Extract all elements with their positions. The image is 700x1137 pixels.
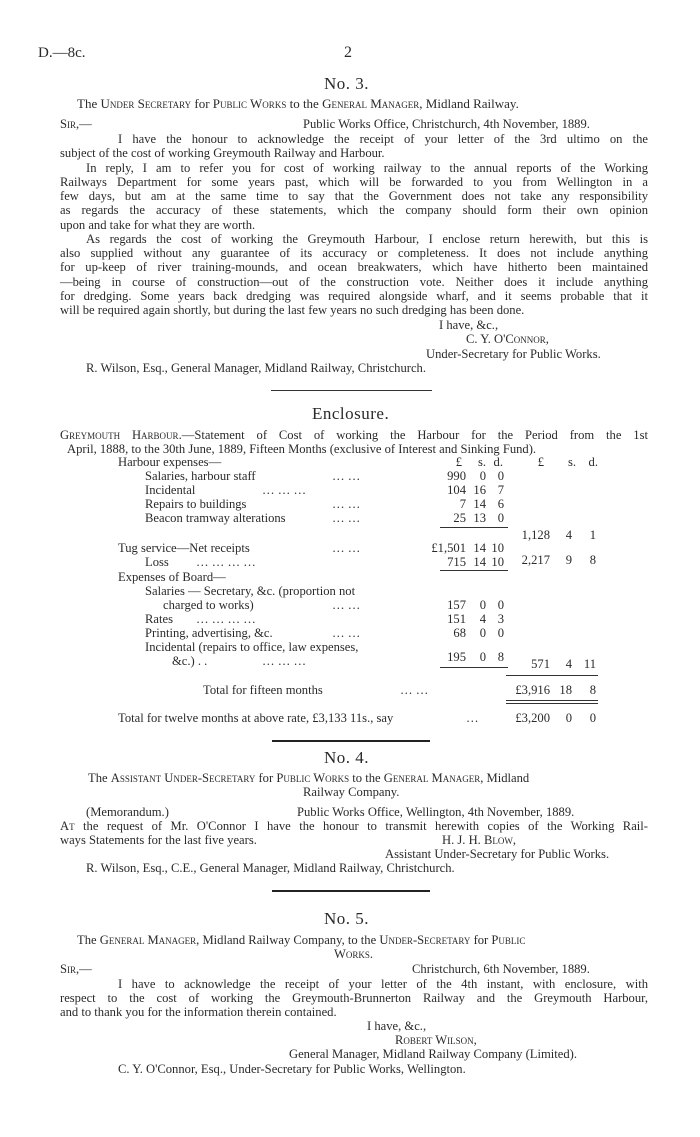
- subtotal-pence: 1: [589, 528, 596, 542]
- amount-pounds: 68: [453, 626, 466, 640]
- letter-3-paragraph-line: for dredging. Some years back dredging was required alongside wharf, and it seems probable that it: [60, 289, 648, 303]
- row-leader-dots: … …: [332, 511, 361, 525]
- subtotal-shillings: 4: [565, 657, 572, 671]
- row-label: &c.) . .: [172, 654, 208, 668]
- letter-3-paragraph-line: Railways Department for some years past, which will be forwarded to you from Wellington in a: [60, 175, 648, 189]
- amount-pence: 0: [497, 511, 504, 525]
- letter-4-signatory-title: Assistant Under-Secretary for Public Works.: [385, 847, 610, 861]
- column-header-shillings: s.: [477, 455, 486, 469]
- letter-3-salutation: Sir,—: [60, 117, 92, 131]
- letter-5-title-line-2: Works.: [334, 947, 374, 961]
- column-header-pounds: £: [455, 455, 462, 469]
- amount-shillings: 14: [473, 555, 486, 569]
- amount-pounds: £1,501: [431, 541, 466, 555]
- letter-5-body-line: and to thank you for the information therein contained.: [60, 1005, 337, 1019]
- harbour-expenses-heading: Harbour expenses—: [118, 455, 222, 469]
- page-number: 2: [344, 44, 352, 61]
- amount-pounds: 715: [447, 555, 466, 569]
- letter-5-signatory: Robert Wilson,: [395, 1033, 477, 1047]
- total-shillings: 18: [559, 683, 572, 697]
- letter-5-salutation: Sir,—: [60, 962, 92, 976]
- total-shillings: 0: [565, 711, 572, 725]
- section-divider: [271, 390, 432, 391]
- subtotal-pounds: 1,128: [521, 528, 550, 542]
- amount-pounds: 195: [447, 650, 466, 664]
- amount-shillings: 0: [479, 598, 486, 612]
- subtotal-pence: 8: [589, 553, 596, 567]
- amount-pence: 7: [497, 483, 504, 497]
- sum-rule: [440, 570, 508, 571]
- enclosure-heading: Enclosure.: [312, 404, 390, 423]
- amount-shillings: 16: [473, 483, 486, 497]
- letter-3-closing: I have, &c.,: [439, 318, 499, 332]
- total-twelve-months-label: Total for twelve months at above rate, £3,133 11s., say: [118, 711, 394, 725]
- letter-4-title: The Assistant Under-Secretary for Public Works to the General Manager, Midland: [88, 771, 530, 785]
- letter-3-paragraph-line: upon and take for what they are worth.: [60, 218, 256, 232]
- board-expenses-heading: Expenses of Board—: [118, 570, 226, 584]
- letter-4-memorandum: (Memorandum.): [86, 805, 169, 819]
- row-leader-dots: … … …: [262, 654, 307, 668]
- letter-4-place-date: Public Works Office, Wellington, 4th November, 1889.: [297, 805, 575, 819]
- amount-shillings: 13: [473, 511, 486, 525]
- column-header-pounds: £: [537, 455, 544, 469]
- letter-3-title: The Under Secretary for Public Works to the General Manager, Midland Railway.: [77, 96, 519, 111]
- total-fifteen-months-label: Total for fifteen months: [203, 683, 323, 697]
- amount-pence: 0: [497, 469, 504, 483]
- amount-pounds: 151: [447, 612, 466, 626]
- amount-pounds: 990: [447, 469, 466, 483]
- subtotal-shillings: 4: [565, 528, 572, 542]
- row-leader-dots: … …: [332, 497, 361, 511]
- letter-3-paragraph-line: will be required again shortly, but during the last few years no such dredging has been done.: [60, 303, 525, 317]
- subtotal-pounds: 2,217: [521, 553, 550, 567]
- amount-shillings: 14: [473, 497, 486, 511]
- letter-4-body-line: At the request of Mr. O'Connor I have the honour to transmit herewith copies of the Working Rail-: [60, 819, 648, 833]
- amount-pence: 6: [497, 497, 504, 511]
- column-header-pence: d.: [493, 455, 503, 469]
- section-divider: [272, 890, 430, 892]
- letter-3-addressee: R. Wilson, Esq., General Manager, Midland Railway, Christchurch.: [86, 361, 426, 375]
- letter-5-signatory-title: General Manager, Midland Railway Company (Limited).: [289, 1047, 578, 1061]
- row-label: charged to works): [163, 598, 254, 612]
- letter-3-paragraph-line: for up-keep of river training-mounds, and ocean breakwaters, which have hitherto been maintained: [60, 260, 648, 274]
- sum-rule: [440, 667, 508, 668]
- sum-rule: [440, 527, 508, 528]
- letter-3-paragraph-line: as regards the accuracy of these statements, which the company should form their own opinion: [60, 203, 648, 217]
- amount-pounds: 7: [459, 497, 466, 511]
- row-label: Incidental: [145, 483, 196, 497]
- subtotal-pence: 11: [583, 657, 596, 671]
- amount-pounds: 157: [447, 598, 466, 612]
- letter-4-heading: No. 4.: [324, 748, 370, 767]
- subtotal-shillings: 9: [565, 553, 572, 567]
- enclosure-title-line: April, 1888, to the 30th June, 1889, Fifteen Months (exclusive of Interest and Sinking Fund).: [67, 442, 537, 456]
- letter-4-addressee: R. Wilson, Esq., C.E., General Manager, Midland Railway, Christchurch.: [86, 861, 455, 875]
- column-header-pence: d.: [588, 455, 598, 469]
- row-leader-dots: …: [466, 711, 479, 725]
- amount-pounds: 104: [447, 483, 466, 497]
- amount-pence: 3: [497, 612, 504, 626]
- row-leader-dots: … … … …: [196, 612, 256, 626]
- enclosure-title-line: Greymouth Harbour.—Statement of Cost of working the Harbour for the Period from the 1st: [60, 428, 648, 442]
- letter-3-heading: No. 3.: [324, 74, 370, 93]
- amount-shillings: 4: [479, 612, 486, 626]
- row-label: Rates: [145, 612, 173, 626]
- row-label: Repairs to buildings: [145, 497, 247, 511]
- amount-pence: 10: [491, 555, 504, 569]
- letter-3-signatory: C. Y. O'Connor,: [466, 332, 549, 346]
- letter-5-title: The General Manager, Midland Railway Company, to the Under-Secretary for Public: [77, 933, 526, 947]
- letter-3-paragraph-line: subject of the cost of working Greymouth Railway and Harbour.: [60, 146, 385, 160]
- row-label: Loss: [145, 555, 169, 569]
- amount-pounds: 25: [453, 511, 466, 525]
- letter-5-heading: No. 5.: [324, 909, 370, 928]
- total-pounds: £3,200: [515, 711, 550, 725]
- letter-5-body-line: respect to the cost of working the Greymouth-Brunnerton Railway and the Greymouth Harbour,: [60, 991, 648, 1005]
- letter-3-paragraph-line: As regards the cost of working the Greymouth Harbour, I enclose return herewith, but this is: [86, 232, 648, 246]
- letter-5-place-date: Christchurch, 6th November, 1889.: [412, 962, 590, 976]
- row-leader-dots: … …: [332, 598, 361, 612]
- letter-3-paragraph-line: I have the honour to acknowledge the receipt of your letter of the 3rd ultimo on the: [118, 132, 648, 146]
- amount-shillings: 0: [479, 650, 486, 664]
- amount-pence: 0: [497, 626, 504, 640]
- letter-5-body-line: I have to acknowledge the receipt of your letter of the 4th instant, with enclosure, with: [118, 977, 648, 991]
- row-leader-dots: … …: [400, 683, 429, 697]
- letter-5-closing: I have, &c.,: [367, 1019, 427, 1033]
- letter-3-paragraph-line: In reply, I am to refer you for cost of working railway to the annual reports of the Working: [86, 161, 648, 175]
- row-label: Salaries, harbour staff: [145, 469, 256, 483]
- amount-shillings: 0: [479, 626, 486, 640]
- row-label: Printing, advertising, &c.: [145, 626, 273, 640]
- document-reference: D.—8c.: [38, 45, 86, 61]
- section-divider: [272, 740, 430, 742]
- letter-5-addressee: C. Y. O'Connor, Esq., Under-Secretary for Public Works, Wellington.: [118, 1062, 466, 1076]
- row-leader-dots: … …: [332, 541, 361, 555]
- row-leader-dots: … …: [332, 469, 361, 483]
- column-header-shillings: s.: [567, 455, 576, 469]
- letter-3-signatory-title: Under-Secretary for Public Works.: [426, 347, 601, 361]
- row-label: Incidental (repairs to office, law expenses,: [145, 640, 359, 654]
- row-leader-dots: … … … …: [196, 555, 256, 569]
- letter-4-signatory: H. J. H. Blow,: [442, 833, 517, 847]
- double-rule-bottom: [506, 703, 598, 704]
- row-leader-dots: … …: [332, 626, 361, 640]
- letter-3-paragraph-line: —being in course of construction—out of the construction vote. Neither does it include anything: [60, 275, 648, 289]
- amount-pence: 8: [497, 650, 504, 664]
- row-label: Salaries — Secretary, &c. (proportion not: [145, 584, 356, 598]
- letter-3-place-date: Public Works Office, Christchurch, 4th November, 1889.: [303, 117, 590, 131]
- total-pounds: £3,916: [515, 683, 550, 697]
- amount-pence: 0: [497, 598, 504, 612]
- amount-pence: 10: [491, 541, 504, 555]
- row-label: Beacon tramway alterations: [145, 511, 286, 525]
- letter-3-paragraph-line: also supplied without any guarantee of its accuracy or completeness. It does not include anything: [60, 246, 648, 260]
- total-pence: 8: [589, 683, 596, 697]
- row-label: Tug service—Net receipts: [118, 541, 250, 555]
- amount-shillings: 0: [479, 469, 486, 483]
- sum-rule: [506, 675, 598, 676]
- letter-3-paragraph-line: few days, but am at the same time to say that the Government does not take any responsibility: [60, 189, 648, 203]
- total-pence: 0: [589, 711, 596, 725]
- row-leader-dots: … … …: [262, 483, 307, 497]
- letter-4-title-line-2: Railway Company.: [303, 785, 400, 799]
- subtotal-pounds: 571: [531, 657, 550, 671]
- amount-shillings: 14: [473, 541, 486, 555]
- double-rule-top: [506, 700, 598, 701]
- letter-4-body-line: ways Statements for the last five years.: [60, 833, 257, 847]
